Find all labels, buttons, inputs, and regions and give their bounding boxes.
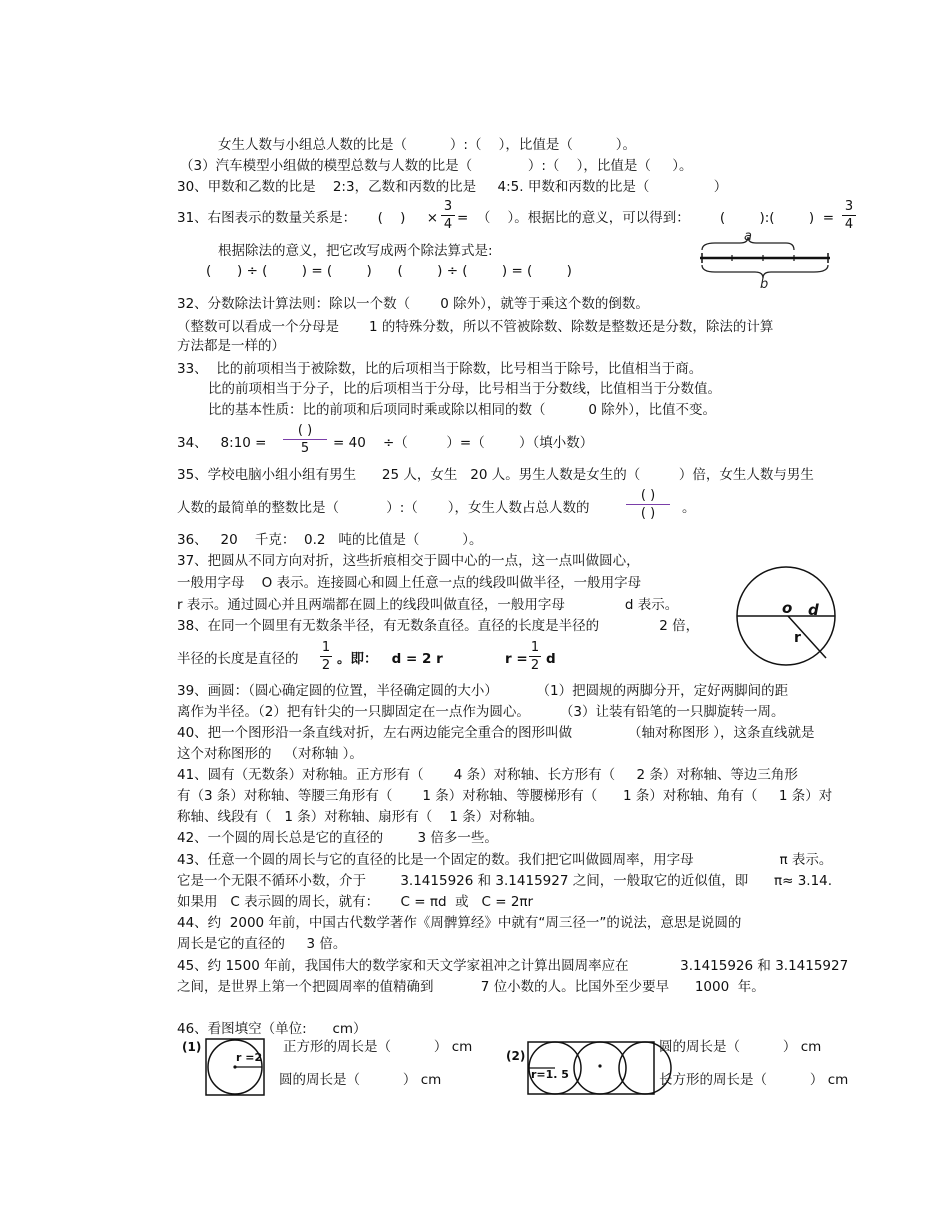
fraction-1-2 <box>320 640 332 673</box>
figure-2-question-b: 长方形的周长是（ ） cm <box>659 1072 849 1088</box>
item-31-part-d: ( ) ÷ ( ) = ( ) ( ) ÷ ( ) = ( ) <box>206 263 572 279</box>
formula-r: r = <box>505 651 528 667</box>
item-37-part-a: 37、把圆从不同方向对折，这些折痕相交于圆中心的一点，这一点叫做圆心， <box>177 553 640 569</box>
item-34-part-b: = 40 ÷（ ）=（ ）（填小数） <box>333 435 594 451</box>
item-35-part-a: 35、学校电脑小组小组有男生 25 人，女生 20 人。男生人数是女生的（ ）倍，女生人数与男生 <box>177 467 814 483</box>
radius-label: r =2 <box>236 1051 263 1064</box>
radius-label: r=1. 5 <box>531 1068 569 1081</box>
item-32-part-c: 方法都是一样的） <box>177 338 285 354</box>
item-33-part-b: 比的前项相当于分子，比的后项相当于分母，比号相当于分数线，比值相当于分数值。 <box>208 381 721 397</box>
text-line: （3）汽车模型小组做的模型总数与人数的比是（ ）:（ ），比值是（ ）。 <box>180 158 693 174</box>
circle-diagram <box>736 566 836 666</box>
bar-label-b: b <box>760 277 769 292</box>
item-40-part-a: 40、把一个图形沿一条直线对折，左右两边能完全重合的图形叫做 （轴对称图形 ），这条直线就是 <box>177 725 815 741</box>
figure-2-circles-in-rectangle <box>506 1040 656 1096</box>
figure-1-tag: (1) <box>182 1040 202 1054</box>
item-31-part-b: = （ ）。根据比的意义，可以得到： ( ):( ) = <box>457 210 835 226</box>
formula-r-d: d <box>546 651 556 667</box>
figure-1-question-b: 圆的周长是（ ） cm <box>279 1072 442 1088</box>
item-44-part-a: 44、约 2000 年前，中国古代数学著作《周髀算经》中就有“周三径一”的说法，意思是说圆的 <box>177 915 742 931</box>
figure-1-question-a: 正方形的周长是（ ） cm <box>283 1039 473 1055</box>
center-point <box>233 1065 236 1068</box>
item-33-part-c: 比的基本性质：比的前项和后项同时乘或除以相同的数（ 0 除外），比值不变。 <box>208 402 717 418</box>
fraction-denominator: 4 <box>443 217 453 232</box>
item-31-part-a: 31、右图表示的数量关系是： ( ) × <box>177 210 439 226</box>
fraction-blank-over-5 <box>283 423 327 456</box>
fraction-denominator: 2 <box>321 658 331 673</box>
item-35-part-b: 人数的最简单的整数比是（ ）:（ ），女生人数占总人数的 <box>177 500 590 516</box>
fraction-numerator: ( ) <box>297 423 313 438</box>
item-32-part-b: （整数可以看成一个分母是 1 的特殊分数，所以不管被除数、除数是整数还是分数，除法的计算 <box>177 319 774 335</box>
label-d: d <box>808 601 819 619</box>
item-43-part-a: 43、任意一个圆的周长与它的直径的比是一个固定的数。我们把它叫做圆周率，用字母 π 表示。 <box>177 852 833 868</box>
fraction-denominator: 4 <box>844 217 854 232</box>
item-46: 46、看图填空（单位: cm） <box>177 1021 367 1037</box>
fraction-blank-over-blank <box>626 488 670 521</box>
segment-bar-diagram <box>700 228 832 292</box>
formula-d: 。即： d = 2 r <box>337 651 443 667</box>
label-r: r <box>794 630 801 646</box>
item-40-part-b: 这个对称图形的 （对称轴 ）。 <box>177 746 363 762</box>
fraction-denominator: 5 <box>300 441 310 456</box>
item-36: 36、 20 千克： 0.2 吨的比值是（ ）。 <box>177 532 483 548</box>
item-44-part-b: 周长是它的直径的 3 倍。 <box>177 936 347 952</box>
item-43-part-b: 它是一个无限不循环小数，介于 3.1415926 和 3.1415927 之间，一般取它的近似值，即 π≈ 3.14. <box>177 873 833 889</box>
fraction-3-4 <box>842 199 856 232</box>
item-37-part-b: 一般用字母 O 表示。连接圆心和圆上任意一点的线段叫做半径，一般用字母 <box>177 575 642 591</box>
fraction-denominator: 2 <box>530 658 540 673</box>
fraction-numerator: 1 <box>321 640 331 655</box>
item-31-part-c: 根据除法的意义，把它改写成两个除法算式是: <box>218 243 493 259</box>
fraction-denominator: ( ) <box>640 506 656 521</box>
fraction-3-4 <box>441 199 455 232</box>
figure-2-question-a: 圆的周长是（ ） cm <box>659 1039 822 1055</box>
circle-middle <box>574 1042 626 1094</box>
fraction-1-2 <box>529 640 541 673</box>
item-35-part-c: 。 <box>682 500 696 516</box>
item-30: 30、甲数和乙数的比是 2:3，乙数和丙数的比是 4:5. 甲数和丙数的比是（ ） <box>177 179 728 195</box>
item-41-part-a: 41、圆有（无数条）对称轴。正方形有（ 4 条）对称轴、长方形有（ 2 条）对称轴、等边三角形 <box>177 767 798 783</box>
bar-label-a: a <box>744 229 752 244</box>
item-38-part-b: 半径的长度是直径的 <box>177 651 299 667</box>
item-38-part-a: 38、在同一个圆里有无数条半径，有无数条直径。直径的长度是半径的 2 倍， <box>177 618 700 634</box>
fraction-numerator: 3 <box>844 199 854 214</box>
text-line: 女生人数与小组总人数的比是（ ）:（ ），比值是（ ）。 <box>218 137 637 153</box>
figure-2-tag: (2) <box>506 1049 526 1063</box>
item-45-part-b: 之间，是世界上第一个把圆周率的值精确到 7 位小数的人。比国外至少要早 1000 年。 <box>177 979 765 995</box>
item-32-part-a: 32、分数除法计算法则：除以一个数（ 0 除外），就等于乘这个数的倒数。 <box>177 296 649 312</box>
label-o: o <box>782 599 793 617</box>
fraction-numerator: 1 <box>530 640 540 655</box>
figure-1-circle-in-square <box>182 1037 268 1097</box>
fraction-numerator: 3 <box>443 199 453 214</box>
item-39-part-a: 39、画圆：（圆心确定圆的位置，半径确定圆的大小） （1）把圆规的两脚分开，定好两脚间的距 <box>177 683 789 699</box>
item-33-part-a: 33、 比的前项相当于被除数，比的后项相当于除数，比号相当于除号，比值相当于商。 <box>177 361 703 377</box>
item-43-part-c: 如果用 C 表示圆的周长，就有： C = πd 或 C = 2πr <box>177 894 534 910</box>
item-41-part-c: 称轴、线段有（ 1 条）对称轴、扇形有（ 1 条）对称轴。 <box>177 809 544 825</box>
fraction-numerator: ( ) <box>640 488 656 503</box>
item-39-part-b: 离作为半径。（2）把有针尖的一只脚固定在一点作为圆心。 （3）让装有铅笔的一只脚旋转一周。 <box>177 704 785 720</box>
item-37-part-c: r 表示。通过圆心并且两端都在圆上的线段叫做直径，一般用字母 d 表示。 <box>177 597 679 613</box>
item-42: 42、一个圆的周长总是它的直径的 3 倍多一些。 <box>177 830 498 846</box>
item-45-part-a: 45、约 1500 年前，我国伟大的数学家和天文学家祖冲之计算出圆周率应在 3.1415926 和 3.1415927 <box>177 958 849 974</box>
item-41-part-b: 有（3 条）对称轴、等腰三角形有（ 1 条）对称轴、等腰梯形有（ 1 条）对称轴、角有（ 1 条）对 <box>177 788 833 804</box>
center-point <box>598 1064 601 1067</box>
item-34-part-a: 34、 8:10 = <box>177 435 267 451</box>
